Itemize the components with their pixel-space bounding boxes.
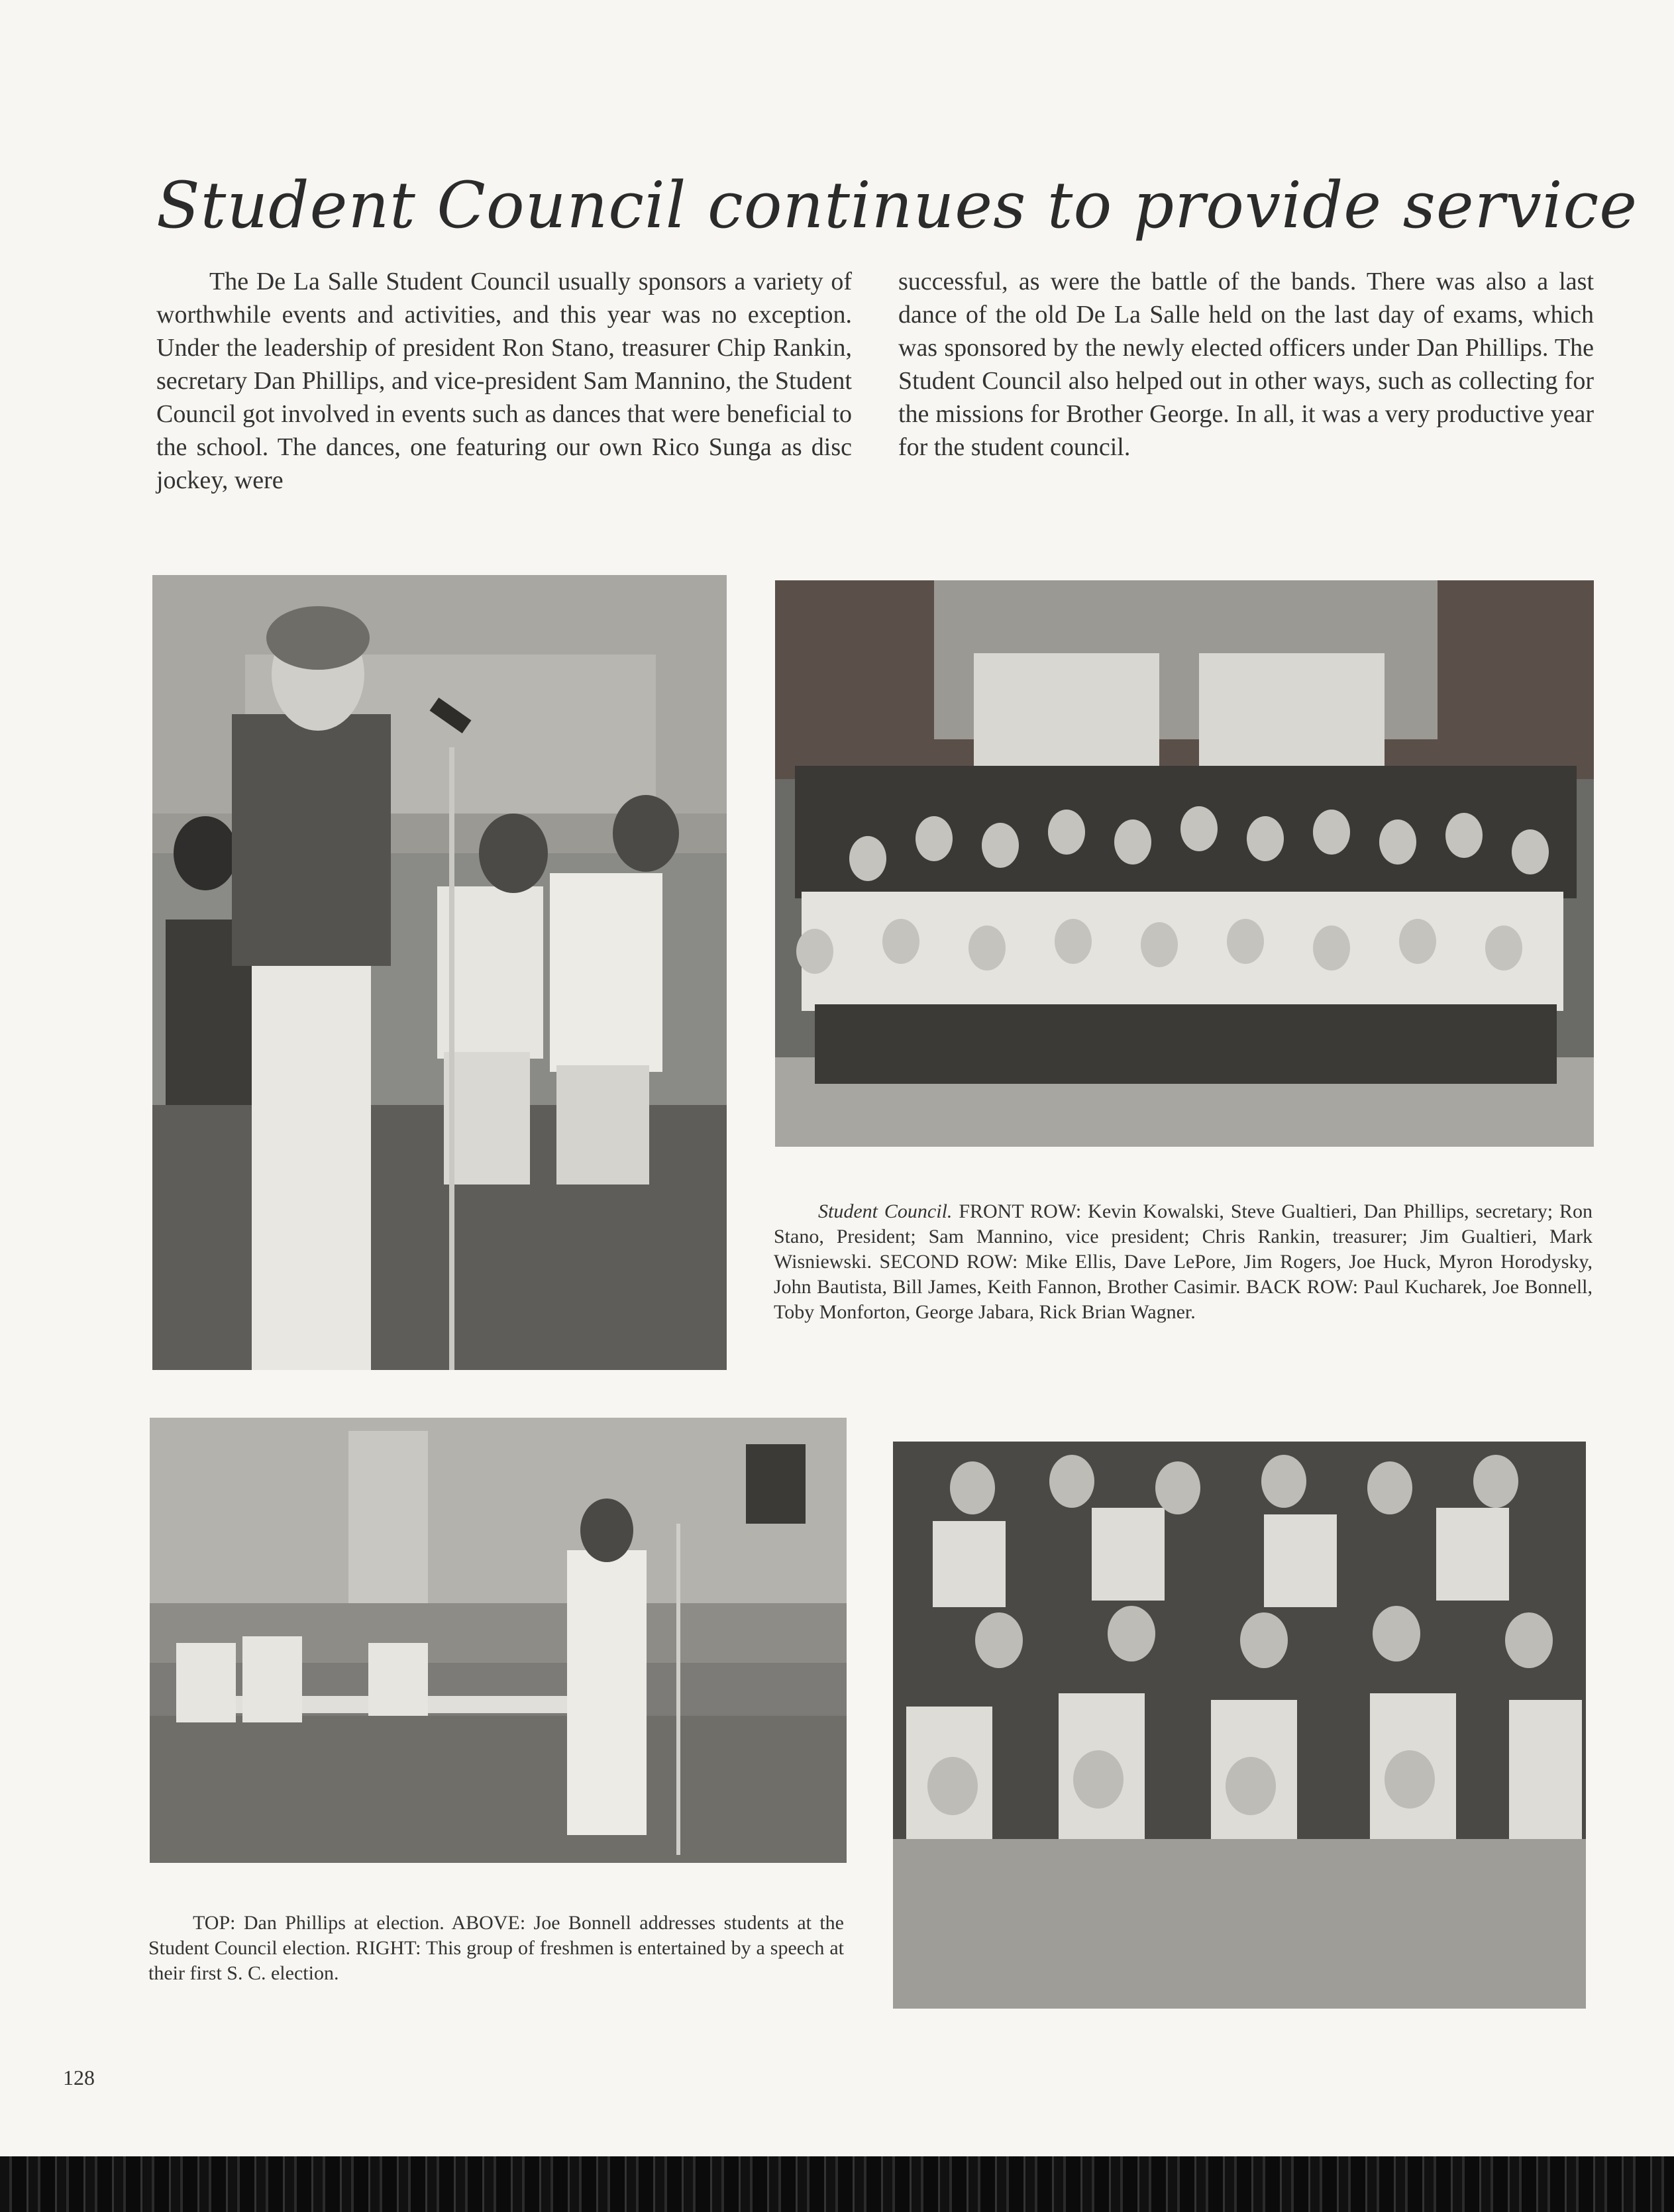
page-number: 128	[63, 2066, 95, 2089]
page-headline: Student Council continues to provide service	[156, 168, 1638, 242]
photo-freshmen-audience	[893, 1442, 1586, 2009]
article-column-right: successful, as were the battle of the bands. There was also a last dance of the old De La Salle held on the last day of exams, which was sponsored by the newly elected officers under Dan Phillips. The Student Council also helped out in other ways, such as collecting for the missions for Brother George. In all, it was a very productive year for the student council.	[898, 268, 1594, 461]
caption-roster: FRONT ROW: Kevin Kowalski, Steve Gualtieri, Dan Phillips, secretary; Ron Stano, President; Sam Mannino, vice president; Chris Rankin, treasurer; Jim Gualtieri, Mark Wisniewski. SECOND ROW: Mike Ellis, Dave LePore, Jim Rogers, Joe Huck, Myron Horodysky, John Bautista, Bill James, Keith Fannon, Brother Casimir. BACK ROW: Paul Kucharek, Joe Bonnell, Toby Monforton, George Jabara, Rick Brian Wagner.	[774, 1200, 1593, 1323]
caption-lead: Student Council.	[818, 1200, 953, 1222]
caption-bottom-photos: TOP: Dan Phillips at election. ABOVE: Joe Bonnell addresses students at the Student Council election. RIGHT: This group of freshmen is entertained by a speech at their first S. C. election.	[148, 1912, 844, 1984]
scan-edge-band	[0, 2156, 1674, 2212]
caption-student-council	[774, 1199, 1593, 1325]
article-column-left: The De La Salle Student Council usually sponsors a variety of worthwhile events and activities, and this year was no exception. Under the leadership of president Ron Stano, treasurer Chip Rankin, secretary Dan Phillips, and vice-president Sam Mannino, the Student Council got involved in events such as dances that were beneficial to the school. The dances, one featuring our own Rico Sunga as disc jockey, were	[156, 268, 852, 494]
photo-student-council-group	[775, 580, 1594, 1147]
photo-election-address	[150, 1418, 847, 1863]
photo-speaker-at-microphone	[152, 575, 727, 1370]
